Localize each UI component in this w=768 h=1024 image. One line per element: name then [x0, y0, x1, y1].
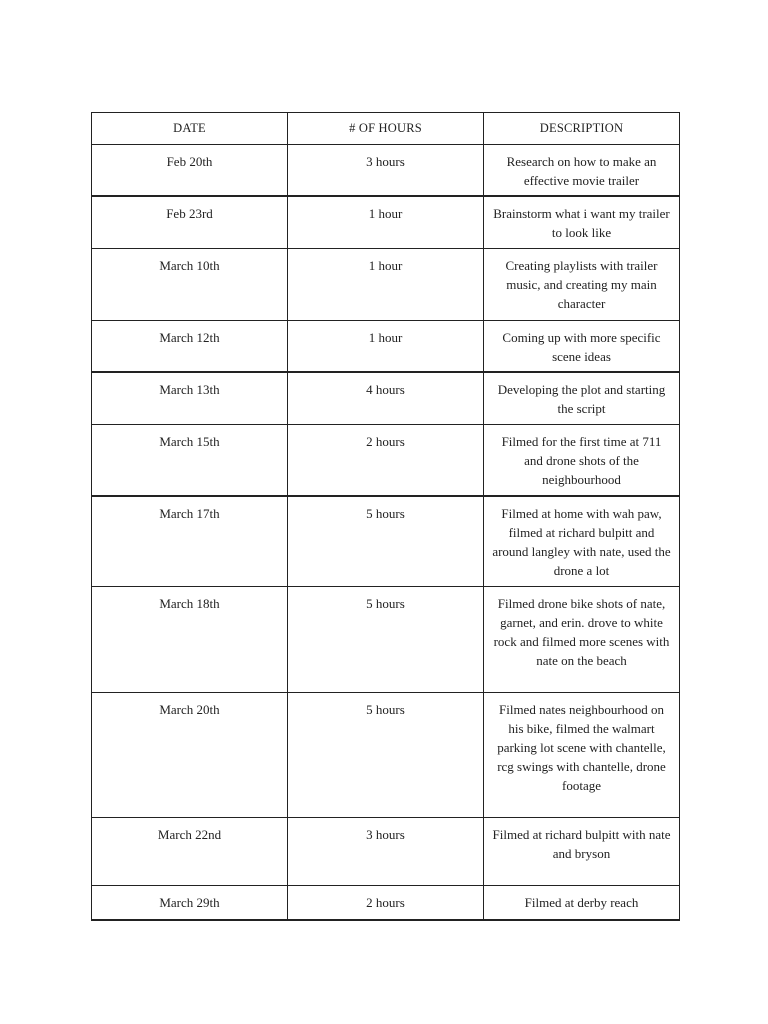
table-row: [92, 196, 680, 249]
date-cell: March 22nd: [92, 818, 288, 886]
table-row: [92, 372, 680, 425]
table-row: [92, 587, 680, 693]
description-cell: Filmed for the first time at 711 and drone shots of the neighbourhood: [484, 425, 680, 496]
date-cell: March 17th: [92, 496, 288, 587]
description-cell: Filmed at home with wah paw, filmed at richard bulpitt and around langley with nate, used the drone a lot: [484, 496, 680, 587]
description-cell: Developing the plot and starting the script: [484, 372, 680, 425]
hours-cell: 5 hours: [288, 496, 484, 587]
description-cell: Filmed drone bike shots of nate, garnet, and erin. drove to white rock and filmed more scenes with nate on the beach: [484, 587, 680, 693]
table-row: [92, 818, 680, 886]
date-cell: March 13th: [92, 372, 288, 425]
description-cell: Creating playlists with trailer music, and creating my main character: [484, 249, 680, 321]
hours-cell: 1 hour: [288, 321, 484, 372]
hours-cell: 4 hours: [288, 372, 484, 425]
table-row: [92, 886, 680, 920]
hours-cell: 3 hours: [288, 145, 484, 196]
header-description: DESCRIPTION: [484, 113, 680, 145]
date-cell: March 29th: [92, 886, 288, 920]
date-cell: March 10th: [92, 249, 288, 321]
description-cell: Filmed at richard bulpitt with nate and bryson: [484, 818, 680, 886]
hours-cell: 3 hours: [288, 818, 484, 886]
description-cell: Filmed at derby reach: [484, 886, 680, 920]
date-cell: March 15th: [92, 425, 288, 496]
hours-cell: 5 hours: [288, 587, 484, 693]
date-cell: March 12th: [92, 321, 288, 372]
description-cell: Filmed nates neighbourhood on his bike, filmed the walmart parking lot scene with chantelle, rcg swings with chantelle, drone footage: [484, 693, 680, 818]
description-cell: Coming up with more specific scene ideas: [484, 321, 680, 372]
date-cell: Feb 23rd: [92, 196, 288, 249]
date-cell: Feb 20th: [92, 145, 288, 196]
table-row: [92, 249, 680, 321]
table-row: [92, 321, 680, 372]
table-row: [92, 693, 680, 818]
hours-cell: 5 hours: [288, 693, 484, 818]
description-cell: Brainstorm what i want my trailer to look like: [484, 196, 680, 249]
work-log-table: [91, 112, 680, 921]
header-hours: # OF HOURS: [288, 113, 484, 145]
hours-cell: 1 hour: [288, 196, 484, 249]
hours-cell: 1 hour: [288, 249, 484, 321]
date-cell: March 18th: [92, 587, 288, 693]
header-date: DATE: [92, 113, 288, 145]
table-row: [92, 145, 680, 196]
description-cell: Research on how to make an effective movie trailer: [484, 145, 680, 196]
hours-cell: 2 hours: [288, 886, 484, 920]
hours-cell: 2 hours: [288, 425, 484, 496]
table-row: [92, 425, 680, 496]
table-header-row: [92, 113, 680, 145]
table-row: [92, 496, 680, 587]
date-cell: March 20th: [92, 693, 288, 818]
